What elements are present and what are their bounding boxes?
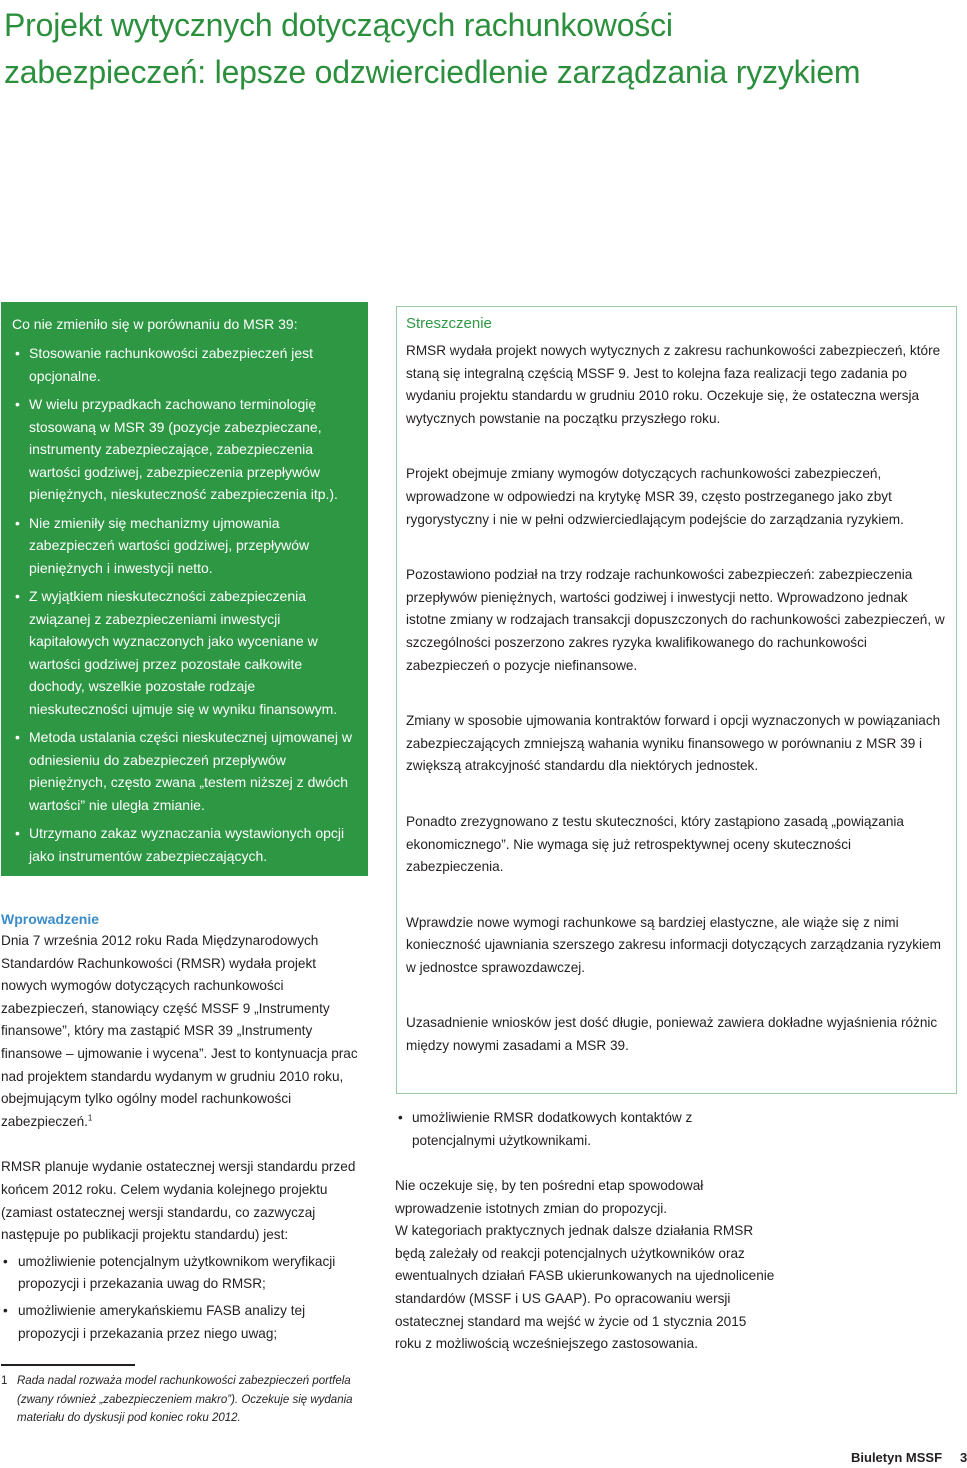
unchanged-list xyxy=(12,342,368,867)
footnote-ref[interactable]: 1 xyxy=(87,1113,93,1123)
list-item xyxy=(12,393,357,506)
list-item xyxy=(396,1107,716,1152)
summary-paragraph: Pozostawiono podział na trzy rodzaje rachunkowości zabezpieczeń: zabezpieczenia przepływów pieniężnych, wartości godziwej i inwestycji netto. Wprowadzono jednak istotne zmiany w rodzajach transakcji dopuszczonych do rachunkowości zabezpieczeń, w szczególności poszerzono zakres ryzyka kwalifikowanego do rachunkowości zabezpieczeń o pozycje niefinansowe. xyxy=(406,567,945,673)
list-item-text: Metoda ustalania części nieskutecznej ujmowanej w odniesieniu do zabezpieczeń przepływów pieniężnych, często zwana „testem niższej z dwóch wartości” nie uległa zmianie. xyxy=(29,729,352,813)
bullet-icon: • xyxy=(15,729,20,745)
page-number: 3 xyxy=(960,1450,967,1465)
closing-paragraph-b: W kategoriach praktycznych jednak dalsze działania RMSR będą zależały od reakcji potencjalnych użytkowników oraz ewentualnych działań FASB ukierunkowanych na ujednolicenie standardów (MSSF i US GAAP). Po opracowaniu wersji ostatecznej standard ma wejść w życie od 1 stycznia 2015 roku z możliwością wcześniejszego zastosowania. xyxy=(395,1223,775,1352)
intro-paragraph-2: RMSR planuje wydanie ostatecznej wersji standardu przed końcem 2012 roku. Celem wydania kolejnego projektu (zamiast ostatecznej wersji standardu, co zazwyczaj następuje po publikacji projektu standardu) jest: xyxy=(1,1159,356,1243)
summary-heading: Streszczenie xyxy=(406,315,492,332)
list-item xyxy=(12,585,357,720)
bullet-icon: • xyxy=(398,1110,403,1125)
continued-bullet-list xyxy=(396,1107,716,1152)
bullet-icon: • xyxy=(15,514,20,531)
list-item xyxy=(12,822,357,867)
intro-section xyxy=(1,908,363,1349)
publication-name: Biuletyn MSSF xyxy=(851,1450,943,1465)
bullet-icon: • xyxy=(3,1302,8,1318)
summary-paragraph: Ponadto zrezygnowano z testu skuteczności, który zastąpiono zasadą „powiązania ekonomicznego”. Nie wymaga się już retrospektywnej oceny skuteczności zabezpieczenia. xyxy=(406,813,904,875)
intro-heading: Wprowadzenie xyxy=(1,911,100,927)
summary-paragraph: Projekt obejmuje zmiany wymogów dotyczących rachunkowości zabezpieczeń, wprowadzone w odpowiedzi na krytykę MSR 39, często postrzeganego jako zbyt rygorystyczny i nie w pełni odzwierciedlającym podejście do zarządzania ryzykiem. xyxy=(406,466,904,527)
list-item-text: umożliwienie amerykańskiemu FASB analizy tej propozycji i przekazania przez niego uwag; xyxy=(18,1302,306,1341)
closing-paragraph xyxy=(395,1175,775,1356)
bullet-icon: • xyxy=(15,588,20,604)
bullet-icon: • xyxy=(3,1253,8,1269)
bullet-icon: • xyxy=(15,825,20,841)
list-item xyxy=(12,726,357,816)
unchanged-box-heading: Co nie zmieniło się w porównaniu do MSR 39: xyxy=(12,316,298,332)
page-title xyxy=(4,2,954,96)
list-item-text: umożliwienie RMSR dodatkowych kontaktów z potencjalnymi użytkownikami. xyxy=(412,1110,693,1148)
list-item-text: Utrzymano zakaz wyznaczania wystawionych opcji jako instrumentów zabezpieczających. xyxy=(29,825,345,864)
list-item xyxy=(12,342,357,387)
summary-paragraph: Zmiany w sposobie ujmowania kontraktów forward i opcji wyznaczonych w powiązaniach zabezpieczających zmniejszą wahania wyniku finansowego w porównaniu z MSR 39 i zwiększą atrakcyjność standardu dla niektórych jednostek. xyxy=(406,713,941,774)
list-item-text: Nie zmieniły się mechanizmy ujmowania zabezpieczeń wartości godziwej, przepływów pieniężnych i inwestycji netto. xyxy=(29,514,310,576)
footnote-text: Rada nadal rozważa model rachunkowości zabezpieczeń portfela (zwany również „zabezpieczeniem makro”). Oczekuje się wydania materiału do dyskusji pod koniec roku 2012. xyxy=(17,1375,353,1424)
list-item xyxy=(1,1251,363,1296)
list-item-text: Stosowanie rachunkowości zabezpieczeń jest opcjonalne. xyxy=(29,345,314,384)
intro-bullet-list xyxy=(1,1251,363,1345)
list-item xyxy=(12,512,357,580)
list-item-text: umożliwienie potencjalnym użytkownikom weryfikacji propozycji i przekazania uwag do RMSR; xyxy=(18,1253,336,1292)
page-title-line-1: Projekt wytycznych dotyczących rachunkowości xyxy=(4,7,673,43)
summary-paragraph: Wprawdzie nowe wymogi rachunkowe są bardziej elastyczne, ale wiąże się z nimi konieczność ujawniania szerszego zakresu informacji dotyczących zarządzania ryzykiem w jednostce sprawozdawczej. xyxy=(406,914,941,975)
footnote-number: 1 xyxy=(1,1375,8,1387)
page-footer xyxy=(851,1450,967,1465)
summary-paragraph: Uzasadnienie wniosków jest dość długie, ponieważ zawiera dokładne wyjaśnienia różnic między nowymi zasadami a MSR 39. xyxy=(406,1015,938,1054)
bullet-icon: • xyxy=(15,396,20,412)
intro-paragraph-1 xyxy=(1,930,363,1133)
list-item-text: W wielu przypadkach zachowano terminologię stosowaną w MSR 39 (pozycje zabezpieczane, instrumenty zabezpieczające, zabezpieczenia wartości godziwej, zabezpieczenia przepływów pieniężnych, nieskuteczność zabezpieczenia itp.). xyxy=(29,396,338,502)
page-title-line-2: zabezpieczeń: lepsze odzwierciedlenie zarządzania ryzykiem xyxy=(4,54,861,90)
intro-paragraph-1-text: Dnia 7 września 2012 roku Rada Międzynarodowych Standardów Rachunkowości (RMSR) wydała projekt nowych wymogów dotyczących rachunkowości zabezpieczeń, stanowiący część MSSF 9 „Instrumenty finansowe”, który ma zastąpić MSR 39 „Instrumenty finansowe – ujmowanie i wycena”. Jest to kontynuacja prac nad projektem standardu wydanym w grudniu 2010 roku, obejmującym tylko ogólny model rachunkowości zabezpieczeń. xyxy=(1,933,358,1129)
summary-section xyxy=(406,313,951,1058)
footnote-divider xyxy=(1,1364,135,1366)
list-item-text: Z wyjątkiem nieskuteczności zabezpieczenia związanej z zabezpieczeniami inwestycji kapitałowych wyznaczonych jako wyceniane w wartości godziwej przez pozostałe całkowite dochody, wszelkie pozostałe rodzaje nieskuteczności ujmuje się w wyniku finansowym. xyxy=(29,588,338,717)
unchanged-box xyxy=(1,302,368,876)
footnote xyxy=(1,1372,371,1428)
summary-paragraph: RMSR wydała projekt nowych wytycznych z zakresu rachunkowości zabezpieczeń, które staną się integralną częścią MSSF 9. Jest to kolejna faza realizacji tego zadania po wydaniu projektu standardu w grudniu 2010 roku. Oczekuje się, że ostateczna wersja wytycznych powstanie na początku przyszłego roku. xyxy=(406,343,941,426)
list-item xyxy=(1,1300,363,1345)
bullet-icon: • xyxy=(15,345,20,361)
closing-paragraph-a: Nie oczekuje się, by ten pośredni etap spowodował wprowadzenie istotnych zmian do propozycji. xyxy=(395,1178,704,1216)
